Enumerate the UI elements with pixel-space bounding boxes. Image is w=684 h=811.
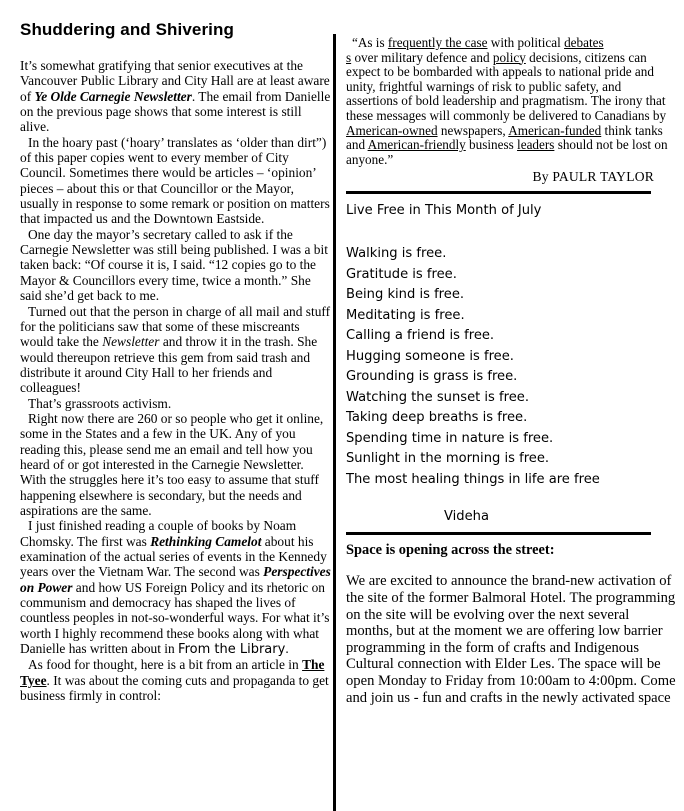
column-name: From the Library xyxy=(178,642,286,658)
poem-section xyxy=(346,202,676,526)
quote-block xyxy=(346,36,676,167)
poem-line: Gratitude is free. xyxy=(346,266,457,282)
book-title: Rethinking Camelot xyxy=(150,533,262,549)
article-paragraph: Right now there are 260 or so people who get it online, some in the States and a few in the UK. Any of you reading this, please send me an email and tell how you heard of or got interested in the Carnegie Newsletter. With the struggles here it’s too easy to assume that stuff happening elsewhere is secondary, but the needs and aspirations are the same. xyxy=(20,410,324,518)
poem-author: Videha xyxy=(444,509,489,525)
poem-line: Walking is free. xyxy=(346,246,447,262)
right-column xyxy=(346,36,676,706)
article-body xyxy=(20,58,332,703)
newsletter-name: Ye Olde Carnegie Newsletter xyxy=(34,88,192,104)
poem-line: Grounding is grass is free. xyxy=(346,369,518,385)
column-divider xyxy=(333,34,336,811)
publication-name: The Tyee xyxy=(20,657,325,688)
quote-byline: By PAULR TAYLOR xyxy=(532,169,654,185)
notice-heading: Space is opening across the street: xyxy=(346,542,555,559)
poem-line: Calling a friend is free. xyxy=(346,328,495,344)
quote-text: “As is frequently the case with political debates s over military defence and policy decisions, citizens can expect to be bombarded with appeals to national pride and unity, frightful warnings of risk to public safety, and assertions of bold leadership and pragmatism. The irony that these messages will commonly be delivered to Canadians by American-owned newspapers, American-funded think tanks and American-friendly business leaders should not be lost on anyone.” xyxy=(346,35,668,167)
poem-line: Taking deep breaths is free. xyxy=(346,410,528,426)
newsletter-name: Newsletter xyxy=(102,334,160,350)
poem-line: The most healing things in life are free xyxy=(346,471,600,487)
article-paragraph: I just finished reading a couple of books by Noam Chomsky. The first was Rethinking Camelot about his examination of the actual series of events in the Kennedy years over the Vietnam War. The second was Perspectives on Power and how US Foreign Policy and its rhetoric on communism and democracy has shaped the lives of countless peoples in not-so-wonderful ways. For what it’s worth I highly recommend these books along with what Danielle has written about in From the Library. xyxy=(20,518,331,658)
poem-line: Watching the sunset is free. xyxy=(346,389,530,405)
poem-line: Meditating is free. xyxy=(346,307,465,323)
poem-lines xyxy=(346,244,676,490)
article-paragraph: Turned out that the person in charge of all mail and stuff for the politicians saw that some of these miscreants would take the Newsletter and throw it in the trash. She would thereupon retrieve this gem from said trash and distribute it around City Hall to her friends and colleagues! xyxy=(20,303,331,396)
section-divider xyxy=(346,532,651,535)
article-column xyxy=(20,20,332,703)
article-paragraph: As food for thought, here is a bit from an article in The Tyee. It was about the coming cuts and propaganda to get business firmly in control: xyxy=(20,657,329,704)
article-title: Shuddering and Shivering xyxy=(20,20,234,39)
article-paragraph: In the hoary past (‘hoary’ translates as ‘older than dirt”) of this paper copies went to every member of City Council. Sometimes there would be articles – ‘opinion’ pieces – about this or that Councillor or the Mayor, usually in response to some remark or position on matters that impacted us and the Downtown Eastside. xyxy=(20,134,330,227)
article-paragraph: It’s somewhat gratifying that senior executives at the Vancouver Public Library and City Hall are at least aware of Ye Olde Carnegie Newsletter. The email from Danielle on the previous page shows that some interest is still alive. xyxy=(20,58,331,135)
poem-line: Sunlight in the morning is free. xyxy=(346,451,550,467)
poem-line: Being kind is free. xyxy=(346,287,465,303)
poem-title: Live Free in This Month of July xyxy=(346,203,542,219)
notice-section xyxy=(346,541,676,706)
article-paragraph: One day the mayor’s secretary called to ask if the Carnegie Newsletter was still being published. I was a bit taken back: “Of course it is, I said. “12 copies go to the Mayor & Councillors every time, twice a month.” She said she’d get back to me. xyxy=(20,226,328,304)
book-title: Perspectives on Power xyxy=(20,564,331,595)
notice-body: We are excited to announce the brand-new activation of the site of the former Balmoral Hotel. The programming on the site will be evolving over the next several months, but at the moment we are offering low barrier programming in the form of crafts and Indigenous Cultural connection with Elder Les. The space will be open Monday to Friday from 10:00am to 4:00pm. Come and join us - fun and crafts in the newly activated space xyxy=(346,573,676,706)
article-paragraph: That’s grassroots activism. xyxy=(28,395,172,411)
poem-line: Spending time in nature is free. xyxy=(346,430,554,446)
section-divider xyxy=(346,191,651,194)
poem-line: Hugging someone is free. xyxy=(346,348,514,364)
